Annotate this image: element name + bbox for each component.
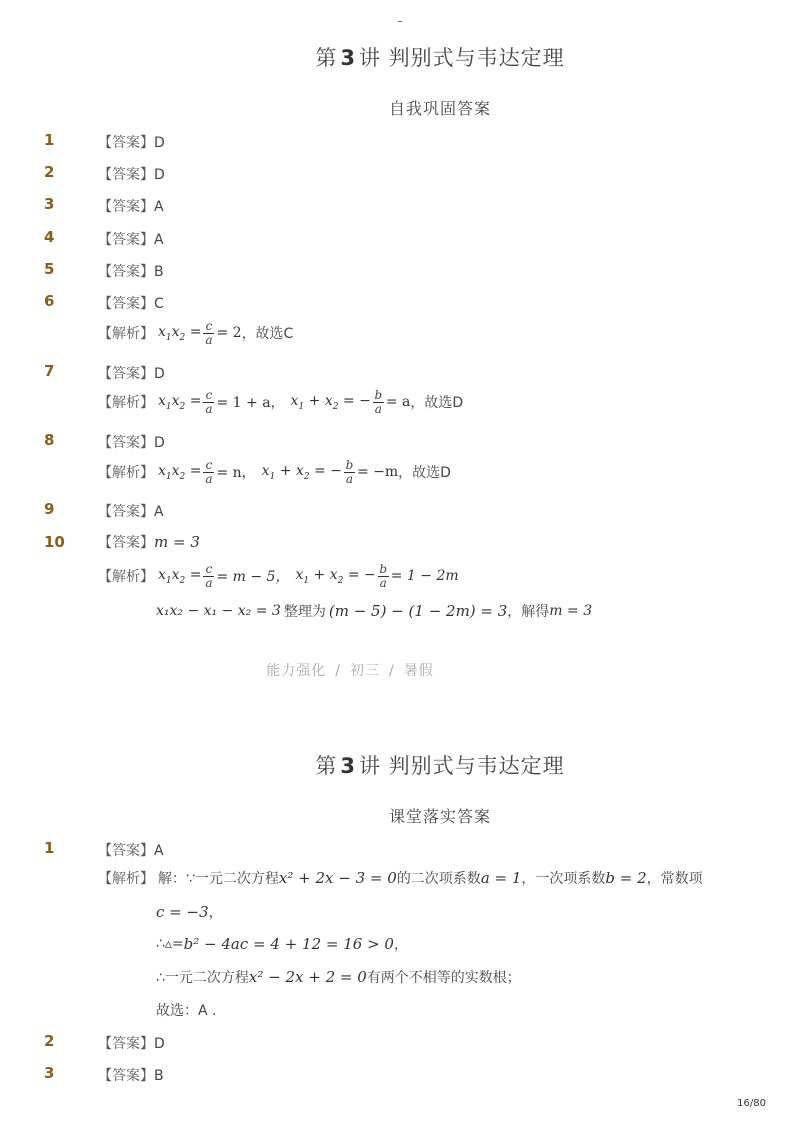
solution-line [98, 561, 459, 591]
answer-line [98, 132, 165, 152]
answer-value: B [154, 1068, 164, 1084]
text: 故选：A . [156, 1003, 217, 1019]
math-expr: b² − 4ac = 4 + 12 = 16 > 0 [183, 935, 394, 953]
question-number: 9 [44, 500, 55, 518]
text: ，常数项 [646, 871, 703, 887]
question-number: 3 [44, 195, 55, 213]
answer-value: m = 3 [154, 533, 200, 551]
sum-expr: $x_1 + x_2$ = − [261, 462, 342, 482]
solution-tail: ，故选D [398, 465, 451, 481]
answer-tag: 【答案】 [98, 296, 154, 312]
answer-tag: 【答案】 [98, 135, 154, 151]
math-rhs: = −m [356, 464, 399, 480]
answer-line [98, 1065, 164, 1085]
title-text: 讲 判别式与韦达定理 [358, 46, 565, 70]
math-expr: a = 1 [480, 869, 522, 887]
answer-tag: 【答案】 [98, 435, 154, 451]
math-expr: c = −3 [156, 903, 209, 921]
analysis-tag: 【解析】 [98, 395, 154, 411]
sum-expr: $x_1 + x_2$ = − [295, 566, 376, 586]
question-number: 7 [44, 362, 55, 380]
text: ，解得 [507, 604, 550, 620]
title-prefix: 第 [315, 754, 338, 778]
product-expr: $x_1x_2$ = [158, 323, 202, 343]
answer-tag: 【答案】 [98, 232, 154, 248]
solution-continuation [156, 934, 408, 954]
answer-line [98, 261, 164, 281]
solution-continuation [156, 967, 521, 987]
answer-line [98, 363, 165, 383]
product-expr: $x_1x_2$ = [158, 566, 202, 586]
analysis-tag: 【解析】 [98, 871, 154, 887]
solution-continuation [156, 1000, 216, 1020]
answer-value: C [154, 296, 164, 312]
math-expr: b = 2 [605, 869, 647, 887]
question-number: 2 [44, 163, 55, 181]
footer-grade: 初三 [350, 663, 380, 679]
math-expr: x₁x₂ − x₁ − x₂ = 3 [156, 603, 281, 619]
question-number: 2 [44, 1032, 55, 1050]
section-title [0, 750, 800, 780]
answer-line [98, 432, 165, 452]
math-rhs: = a [385, 394, 411, 410]
footer-separator: / [389, 663, 395, 679]
question-number: 6 [44, 292, 55, 310]
answer-tag: 【答案】 [98, 843, 154, 859]
footer-term: 暑假 [403, 663, 434, 679]
question-number: 10 [44, 533, 65, 551]
answer-value: D [154, 366, 165, 382]
answer-value: D [154, 435, 165, 451]
answer-line [98, 501, 164, 521]
text: ，一次项系数 [521, 871, 606, 887]
answer-tag: 【答案】 [98, 504, 154, 520]
question-number: 8 [44, 431, 55, 449]
section-subtitle: 课堂落实答案 [388, 807, 491, 826]
math-rhs: = n， [216, 465, 256, 481]
product-expr: $x_1x_2$ = [158, 392, 202, 412]
math-rhs: = m − 5， [216, 569, 290, 585]
answer-line [98, 229, 164, 249]
section-title [0, 42, 800, 72]
question-number: 4 [44, 228, 55, 246]
text: ， [208, 905, 223, 921]
question-number: 1 [44, 131, 55, 149]
question-number: 1 [44, 839, 55, 857]
fraction-c-over-a: $\frac{c}{a}$ [205, 387, 213, 416]
answer-value: D [154, 167, 165, 183]
text: 解：∵一元二次方程 [158, 871, 279, 887]
text: 有两个不相等的实数根； [366, 970, 521, 986]
fraction-c-over-a: $\frac{c}{a}$ [205, 318, 213, 347]
top-dash: - [397, 14, 403, 28]
question-number: 5 [44, 260, 55, 278]
product-expr: $x_1x_2$ = [158, 462, 202, 482]
fraction-b-over-a: $\frac{b}{a}$ [379, 561, 388, 590]
answer-tag: 【答案】 [98, 366, 154, 382]
lecture-number: 3 [340, 46, 356, 70]
solution-tail: ，故选C [241, 326, 294, 342]
text: ∴一元二次方程 [156, 970, 249, 986]
answer-value: A [154, 504, 164, 520]
answer-tag: 【答案】 [98, 1068, 154, 1084]
page-footer [0, 660, 700, 680]
answer-line [98, 840, 164, 860]
answer-tag: 【答案】 [98, 264, 154, 280]
solution-continuation [156, 601, 592, 621]
fraction-b-over-a: $\frac{b}{a}$ [345, 457, 354, 486]
answer-value: A [154, 232, 164, 248]
answer-value: D [154, 135, 165, 151]
solution-line [98, 868, 703, 888]
math-rhs: = 2 [216, 325, 242, 341]
footer-separator: / [335, 663, 341, 679]
fraction-c-over-a: $\frac{c}{a}$ [205, 457, 213, 486]
analysis-tag: 【解析】 [98, 465, 154, 481]
answer-line [98, 532, 200, 552]
answer-tag: 【答案】 [98, 1036, 154, 1052]
title-text: 讲 判别式与韦达定理 [358, 754, 565, 778]
section-subtitle: 自我巩固答案 [388, 99, 491, 118]
solution-line [98, 387, 463, 417]
text: 的二次项系数 [396, 871, 481, 887]
page-number: 16/80 [737, 1098, 766, 1109]
answer-tag: 【答案】 [98, 167, 154, 183]
text: 整理为 [283, 604, 326, 620]
answer-value: D [154, 1036, 165, 1052]
math-expr: x² + 2x − 3 = 0 [278, 869, 397, 887]
math-expr: (m − 5) − (1 − 2m) = 3 [328, 602, 508, 620]
fraction-c-over-a: $\frac{c}{a}$ [205, 561, 213, 590]
question-number: 3 [44, 1064, 55, 1082]
footer-course: 能力强化 [266, 663, 327, 679]
analysis-tag: 【解析】 [98, 326, 154, 342]
math-expr: m = 3 [549, 603, 593, 619]
analysis-tag: 【解析】 [98, 569, 154, 585]
answer-line [98, 196, 164, 216]
answer-line [98, 293, 164, 313]
fraction-b-over-a: $\frac{b}{a}$ [374, 387, 383, 416]
answer-value: A [154, 843, 164, 859]
solution-line [98, 318, 293, 348]
answer-tag: 【答案】 [98, 199, 154, 215]
math-rhs: = 1 − 2m [390, 568, 459, 584]
solution-tail: ，故选D [410, 395, 464, 411]
title-prefix: 第 [315, 46, 338, 70]
text: ∴▵= [156, 936, 184, 952]
lecture-number: 3 [340, 754, 356, 778]
answer-value: B [154, 264, 164, 280]
solution-line [98, 457, 451, 487]
math-expr: x² − 2x + 2 = 0 [248, 968, 367, 986]
math-rhs: = 1 + a， [216, 395, 285, 411]
answer-line [98, 164, 165, 184]
solution-continuation [156, 902, 223, 922]
sum-expr: $x_1 + x_2$ = − [290, 392, 371, 412]
answer-value: A [154, 199, 164, 215]
answer-tag: 【答案】 [98, 535, 154, 551]
text: ， [393, 937, 408, 953]
answer-line [98, 1033, 165, 1053]
